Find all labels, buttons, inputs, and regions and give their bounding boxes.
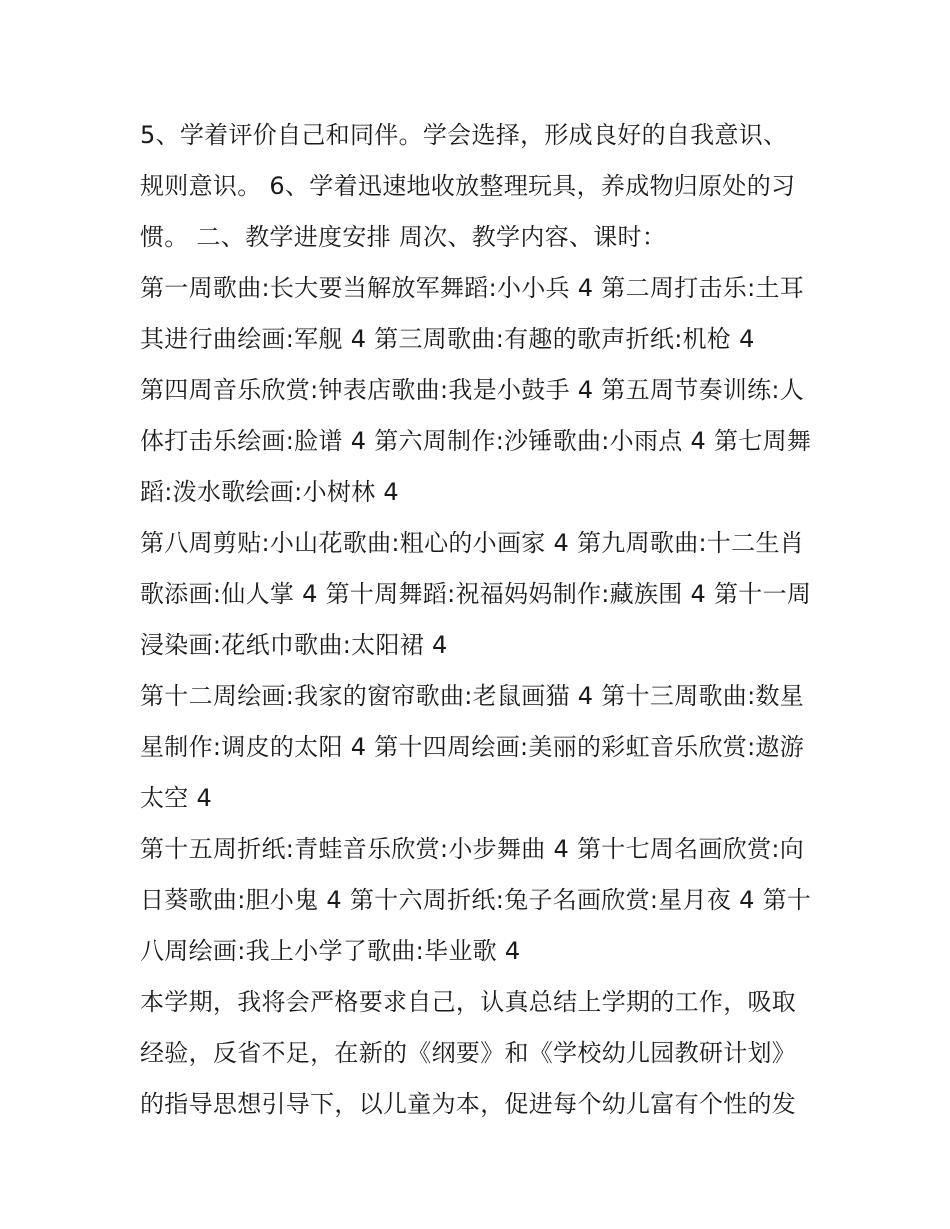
paragraph-goals [140,110,820,263]
text-line: 规则意识。 6、学着迅速地收放整理玩具，养成物归原处的习 [140,172,796,200]
text-line: 歌添画:仙人掌 4 第十周舞蹈:祝福妈妈制作:藏族围 4 第十一周 [140,580,812,608]
text-line: 蹈:泼水歌绘画:小树林 4 [140,478,399,506]
text-line: 经验，反省不足，在新的《纲要》和《学校幼儿园教研计划》 [140,1039,797,1067]
text-line: 第十二周绘画:我家的窗帘歌曲:老鼠画猫 4 第十三周歌曲:数星 [140,682,805,710]
text-line: 八周绘画:我上小学了歌曲:毕业歌 4 [140,937,521,965]
text-line: 第一周歌曲:长大要当解放军舞蹈:小小兵 4 第二周打击乐:土耳 [140,274,805,302]
text-line: 其进行曲绘画:军舰 4 第三周歌曲:有趣的歌声折纸:机枪 4 [140,325,755,353]
text-line: 第十五周折纸:青蛙音乐欣赏:小步舞曲 4 第十七周名画欣赏:向 [140,835,805,863]
text-line: 体打击乐绘画:脸谱 4 第六周制作:沙锤歌曲:小雨点 4 第七周舞 [140,427,812,455]
text-line: 本学期，我将会严格要求自己，认真总结上学期的工作，吸取 [140,988,797,1016]
text-line: 星制作:调皮的太阳 4 第十四周绘画:美丽的彩虹音乐欣赏:遨游 [140,733,805,761]
paragraph-weeks-15-18 [140,824,820,977]
paragraph-weeks-12-14 [140,671,820,824]
paragraph-weeks-1-3 [140,263,820,365]
text-line: 第四周音乐欣赏:钟表店歌曲:我是小鼓手 4 第五周节奏训练:人 [140,376,805,404]
document-body [140,110,820,1130]
text-line: 浸染画:花纸巾歌曲:太阳裙 4 [140,631,448,659]
text-line: 日葵歌曲:胆小鬼 4 第十六周折纸:兔子名画欣赏:星月夜 4 第十 [140,886,812,914]
text-line: 惯。 二、教学进度安排 周次、教学内容、课时： [140,223,667,251]
paragraph-semester-plan [140,977,820,1130]
text-line: 第八周剪贴:小山花歌曲:粗心的小画家 4 第九周歌曲:十二生肖 [140,529,805,557]
text-line: 太空 4 [140,784,213,812]
paragraph-weeks-4-7 [140,365,820,518]
paragraph-weeks-8-11 [140,518,820,671]
text-line: 的指导思想引导下，以儿童为本，促进每个幼儿富有个性的发 [140,1090,797,1118]
text-line: 5、学着评价自己和同伴。学会选择，形成良好的自我意识、 [140,121,788,149]
